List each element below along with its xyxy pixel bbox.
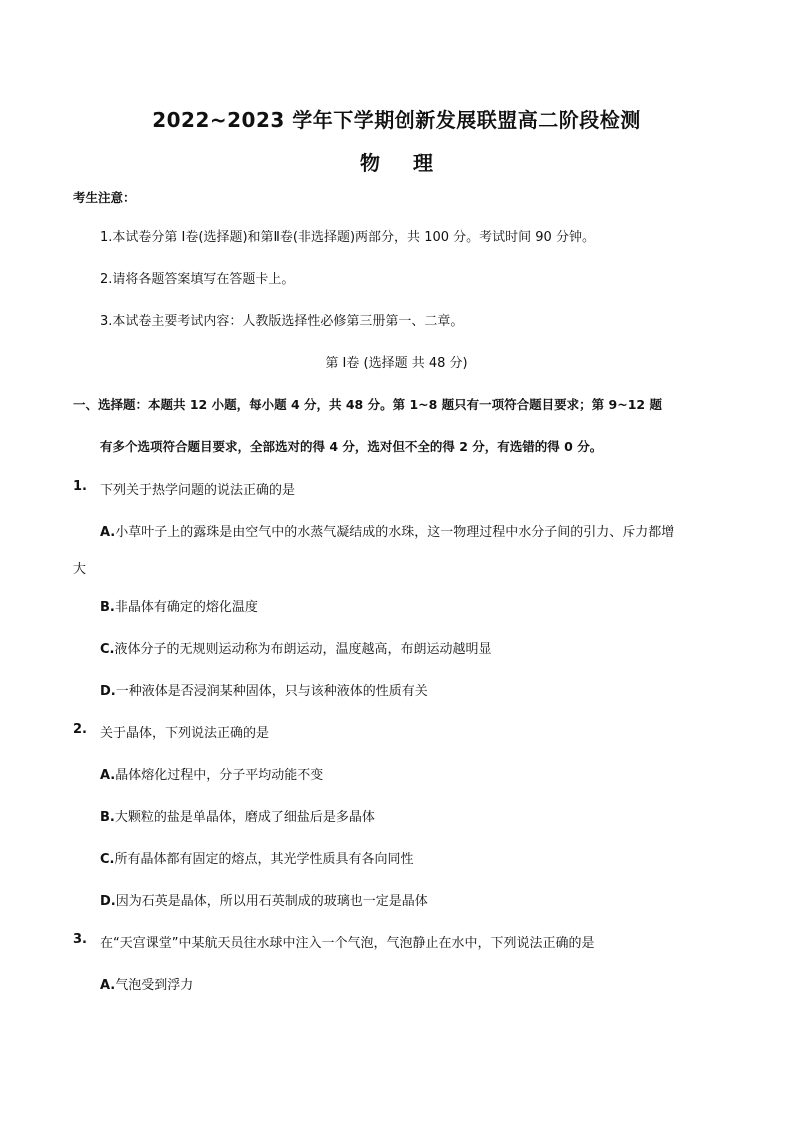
option-label: A. <box>100 768 116 783</box>
option-label: B. <box>100 810 115 825</box>
option-c <box>100 638 492 657</box>
option-d <box>100 890 428 909</box>
question-stem: 关于晶体，下列说法正确的是 <box>100 726 270 741</box>
option-c <box>100 848 414 867</box>
question-stem: 下列关于热学问题的说法正确的是 <box>100 483 296 498</box>
question-number: 1. <box>73 479 87 494</box>
option-b <box>100 596 258 615</box>
option-label: B. <box>100 600 115 615</box>
option-a <box>100 521 674 540</box>
option-d <box>100 680 428 699</box>
option-text: 一种液体是否浸润某种固体，只与该种液体的性质有关 <box>115 684 428 699</box>
option-text: 液体分子的无规则运动称为布朗运动，温度越高，布朗运动越明显 <box>114 642 492 657</box>
option-text: 非晶体有确定的熔化温度 <box>114 600 258 615</box>
notice-heading: 考生注意： <box>73 190 136 205</box>
option-label: D. <box>100 894 116 909</box>
question-number: 3. <box>73 932 87 947</box>
part-one-instructions-cont: 有多个选项符合题目要求，全部选对的得 4 分，选对但不全的得 2 分，有选错的得 0 分。 <box>100 439 603 454</box>
option-text: 所有晶体都有固定的熔点，其光学性质具有各向同性 <box>114 852 414 867</box>
option-label: D. <box>100 684 116 699</box>
option-a <box>100 764 323 783</box>
question-stem: 在“天宫课堂”中某航天员往水球中注入一个气泡，气泡静止在水中，下列说法正确的是 <box>100 936 595 951</box>
option-text: 晶体熔化过程中，分子平均动能不变 <box>115 768 324 783</box>
notice-item-1: 1.本试卷分第 Ⅰ卷(选择题)和第Ⅱ卷(非选择题)两部分，共 100 分。考试时间 90 分钟。 <box>100 230 595 245</box>
option-label: C. <box>100 852 115 867</box>
option-label: C. <box>100 642 115 657</box>
option-a <box>100 974 193 993</box>
question-number: 2. <box>73 722 87 737</box>
section-title: 第 Ⅰ卷 (选择题 共 48 分) <box>325 356 468 371</box>
option-a-continued: 大 <box>73 562 87 577</box>
option-text: 气泡受到浮力 <box>115 978 194 993</box>
option-label: A. <box>100 978 116 993</box>
subject-title: 物 理 <box>360 151 433 175</box>
notice-item-3: 3.本试卷主要考试内容：人教版选择性必修第三册第一、二章。 <box>100 314 464 329</box>
notice-item-2: 2.请将各题答案填写在答题卡上。 <box>100 272 295 287</box>
exam-title: 2022~2023 学年下学期创新发展联盟高二阶段检测 <box>152 108 641 132</box>
option-label: A. <box>100 525 116 540</box>
option-b <box>100 806 375 825</box>
part-one-instructions: 一、选择题：本题共 12 小题，每小题 4 分，共 48 分。第 1~8 题只有一项符合题目要求；第 9~12 题 <box>73 397 662 412</box>
option-text: 因为石英是晶体，所以用石英制成的玻璃也一定是晶体 <box>115 894 428 909</box>
option-text: 小草叶子上的露珠是由空气中的水蒸气凝结成的水珠，这一物理过程中水分子间的引力、斥力都增 <box>115 525 675 540</box>
option-text: 大颗粒的盐是单晶体，磨成了细盐后是多晶体 <box>114 810 375 825</box>
